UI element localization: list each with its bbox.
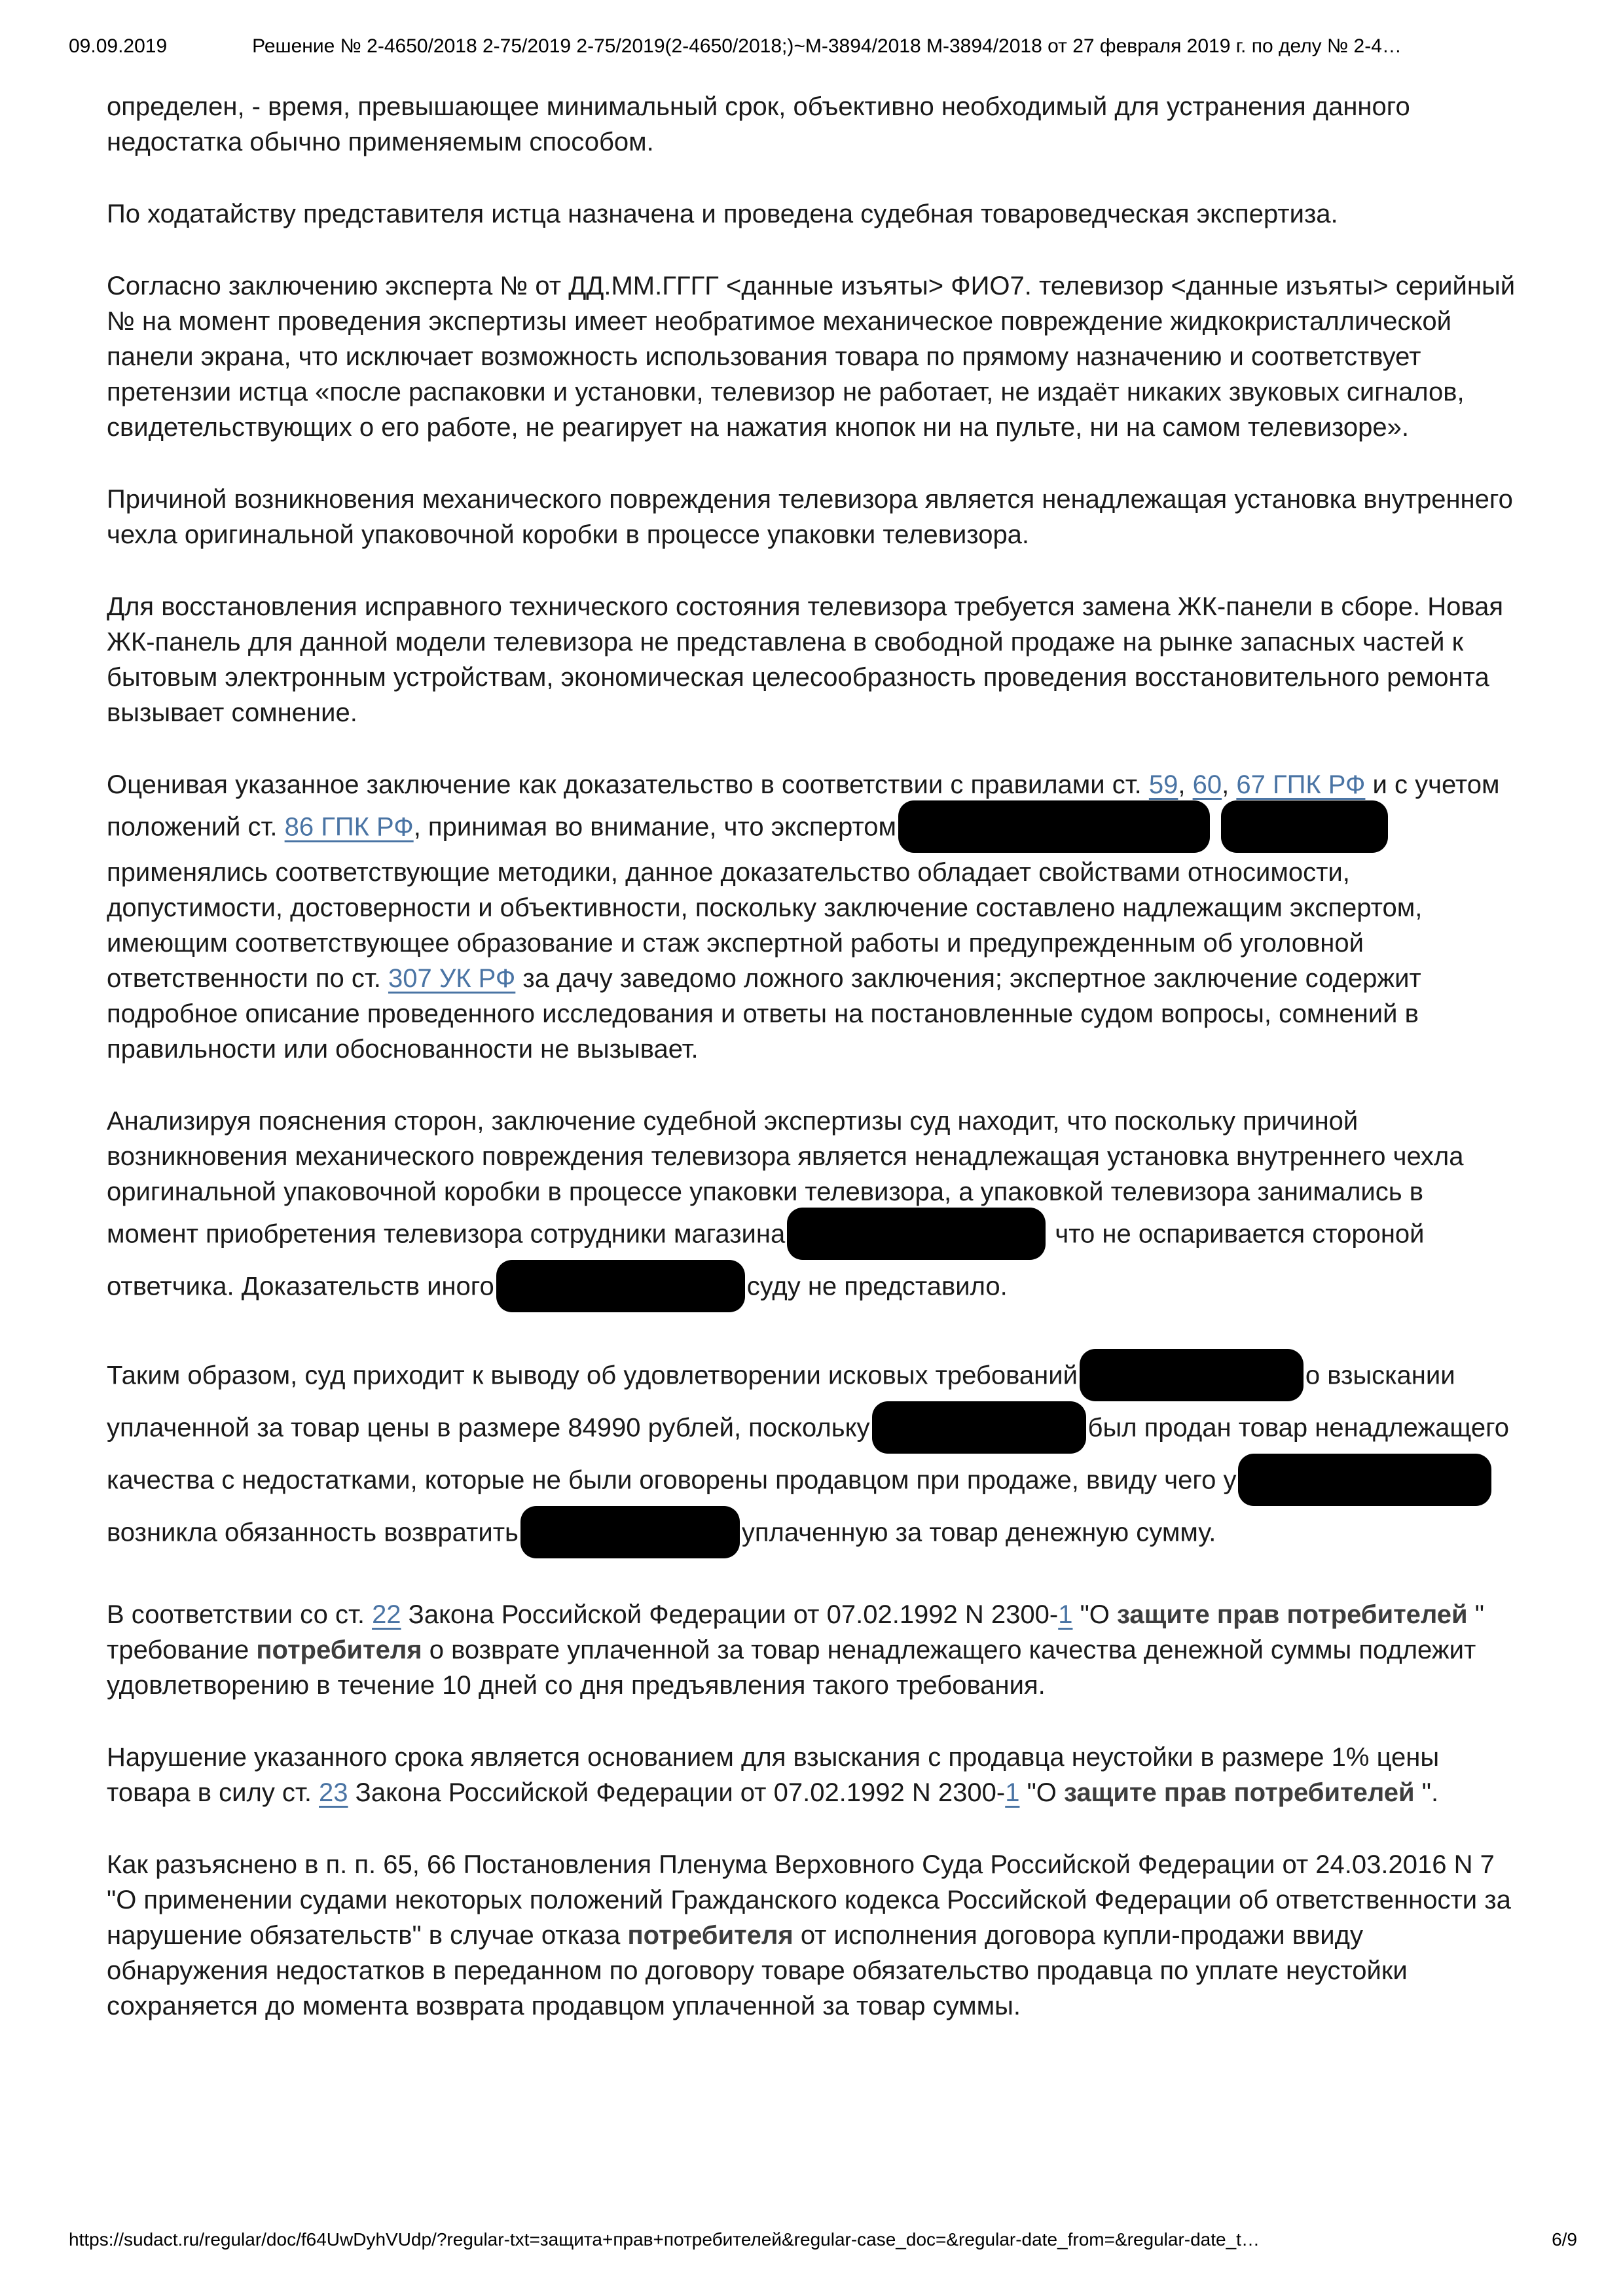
text-run: и с учетом положений ст. bbox=[107, 770, 1500, 842]
paragraph bbox=[107, 767, 1518, 1067]
text-run: суду не представило. bbox=[746, 1272, 1008, 1301]
document-title: Решение № 2-4650/2018 2-75/2019 2-75/2019(2-4650/2018;)~М-3894/2018 М-3894/2018 от 27 февраля 2019 г. по делу № 2-4… bbox=[252, 35, 1402, 57]
redaction-box bbox=[872, 1401, 1086, 1454]
text-run: Таким образом, суд приходит к выводу об удовлетворении исковых требований bbox=[107, 1361, 1078, 1390]
text-run: за дачу заведомо ложного заключения; экспертное заключение содержит подробное описание проведенного исследования и ответы на постановленные судом вопросы, сомнений в правильности или обоснованности не вызывает. bbox=[107, 964, 1421, 1064]
paragraph bbox=[107, 589, 1518, 730]
highlighted-search-term: потребителя bbox=[256, 1636, 422, 1664]
statute-link[interactable]: 60 bbox=[1192, 770, 1222, 799]
paragraph bbox=[107, 1740, 1518, 1810]
statute-link[interactable]: 1 bbox=[1005, 1778, 1020, 1807]
print-footer bbox=[69, 2228, 1577, 2251]
paragraph bbox=[107, 1847, 1518, 2024]
text-run: Нарушение указанного срока является основанием для взыскания с продавца неустойки в размере 1% цены товара в силу ст. bbox=[107, 1743, 1440, 1807]
redaction-box bbox=[1080, 1349, 1304, 1401]
statute-link[interactable]: 67 ГПК РФ bbox=[1236, 770, 1366, 799]
paragraph bbox=[107, 89, 1518, 160]
text-run: был продан товар ненадлежащего качества с недостатками, которые не были оговорены продавцом при продаже, ввиду чего у bbox=[107, 1413, 1510, 1495]
page-number: 6/9 bbox=[1552, 2229, 1577, 2250]
redaction-box bbox=[1238, 1454, 1491, 1506]
statute-link[interactable]: 1 bbox=[1058, 1600, 1073, 1629]
text-run: По ходатайству представителя истца назначена и проведена судебная товароведческая экспертиза. bbox=[107, 200, 1338, 228]
paragraph bbox=[107, 196, 1518, 232]
text-run: уплаченную за товар денежную сумму. bbox=[741, 1518, 1216, 1547]
text-run: Согласно заключению эксперта № от ДД.ММ.ГГГГ <данные изъяты> ФИО7. телевизор <данные изъяты> серийный № на момент проведения экспертизы имеет необратимое механическое повреждение жидкокристаллической панели экрана, что исключает возможность использования товара по прямому назначению и соответствует претензии истца «после распаковки и установки, телевизор не работает, не издаёт никаких звуковых сигналов, свидетельствующих о его работе, не реагирует на нажатия кнопок ни на пульте, ни на самом телевизоре». bbox=[107, 272, 1516, 442]
text-run: Причиной возникновения механического повреждения телевизора является ненадлежащая установка внутреннего чехла оригинальной упаковочной коробки в процессе упаковки телевизора. bbox=[107, 485, 1513, 549]
text-run: Закона Российской Федерации от 07.02.1992 N 2300- bbox=[348, 1778, 1006, 1807]
paragraph bbox=[107, 1597, 1518, 1703]
paragraph bbox=[107, 268, 1518, 445]
redaction-box bbox=[787, 1208, 1046, 1260]
paragraph bbox=[107, 482, 1518, 552]
text-run: , bbox=[1222, 770, 1237, 799]
text-run: Анализируя пояснения сторон, заключение судебной экспертизы суд находит, что поскольку причиной возникновения механического повреждения телевизора является ненадлежащая установка внутреннего чехла оригинальной упаковочной коробки в процессе упаковки телевизора, а упаковкой телевизора занимались в момент приобретения телевизора сотрудники магазина bbox=[107, 1107, 1464, 1249]
highlighted-search-term: защите прав потребителей bbox=[1064, 1778, 1415, 1807]
paragraph bbox=[107, 1103, 1518, 1314]
text-run: Закона Российской Федерации от 07.02.1992 N 2300- bbox=[401, 1600, 1059, 1629]
statute-link[interactable]: 86 ГПК РФ bbox=[284, 812, 414, 842]
source-url: https://sudact.ru/regular/doc/f64UwDyhVUdp/?regular-txt=защита+прав+потребителей&regular-case_doc=&regular-date_from=&regular-date_t… bbox=[69, 2229, 1260, 2250]
text-run: , bbox=[1178, 770, 1193, 799]
statute-link[interactable]: 23 bbox=[319, 1778, 348, 1807]
text-run: ". bbox=[1414, 1778, 1439, 1807]
text-run: Для восстановления исправного технического состояния телевизора требуется замена ЖК-панели в сборе. Новая ЖК-панель для данной модели телевизора не представлена в свободной продаже на рынке запасных частей к бытовым электронным устройствам, экономическая целесообразность проведения восстановительного ремонта вызывает сомнение. bbox=[107, 592, 1504, 727]
text-run: о возврате уплаченной за товар ненадлежащего качества денежной суммы подлежит удовлетворению в течение 10 дней со дня предъявления такого требования. bbox=[107, 1636, 1476, 1700]
statute-link[interactable]: 307 УК РФ bbox=[388, 964, 516, 993]
text-run: что не оспаривается стороной ответчика. Доказательств иного bbox=[107, 1219, 1425, 1301]
text-run: возникла обязанность возвратить bbox=[107, 1518, 519, 1547]
text-run: применялись соответствующие методики, данное доказательство обладает свойствами относимости, допустимости, достоверности и объективности, поскольку заключение составлено надлежащим экспертом, имеющим соответствующее образование и стаж экспертной работы и предупрежденным об уголовной ответственности по ст. bbox=[107, 858, 1423, 993]
statute-link[interactable]: 22 bbox=[372, 1600, 401, 1629]
text-run: Как разъяснено в п. п. 65, 66 Постановления Пленума Верховного Суда Российской Федерации от 24.03.2016 N 7 "О применении судами некоторых положений Гражданского кодекса Российской Федерации об ответственности за нарушение обязательств" в случае отказа bbox=[107, 1850, 1511, 1950]
text-run: о взыскании уплаченной за товар цены в размере 84990 рублей, поскольку bbox=[107, 1361, 1455, 1443]
text-run: , принимая во внимание, что экспертом bbox=[413, 812, 896, 842]
text-run: Оценивая указанное заключение как доказательство в соответствии с правилами ст. bbox=[107, 770, 1149, 799]
statute-link[interactable]: 59 bbox=[1148, 770, 1178, 799]
text-run: "О bbox=[1019, 1778, 1064, 1807]
highlighted-search-term: защите прав потребителей bbox=[1117, 1600, 1468, 1629]
redaction-box bbox=[496, 1260, 745, 1312]
text-run: определен, - время, превышающее минимальный срок, объективно необходимый для устранения данного недостатка обычно применяемым способом. bbox=[107, 92, 1410, 156]
print-date: 09.09.2019 bbox=[69, 35, 168, 57]
redaction-box bbox=[1221, 800, 1388, 853]
redaction-box bbox=[898, 800, 1210, 853]
text-run: "О bbox=[1072, 1600, 1118, 1629]
text-run bbox=[1212, 813, 1219, 842]
text-run: В соответствии со ст. bbox=[107, 1600, 373, 1629]
redaction-box bbox=[520, 1506, 740, 1558]
highlighted-search-term: потребителя bbox=[627, 1921, 793, 1950]
text-run: " требование bbox=[107, 1600, 1484, 1664]
text-run: от исполнения договора купли-продажи ввиду обнаружения недостатков в переданном по договору товаре обязательство продавца по уплате неустойки сохраняется до момента возврата продавцом уплаченной за товар суммы. bbox=[107, 1921, 1408, 2020]
paragraph bbox=[107, 1351, 1518, 1560]
